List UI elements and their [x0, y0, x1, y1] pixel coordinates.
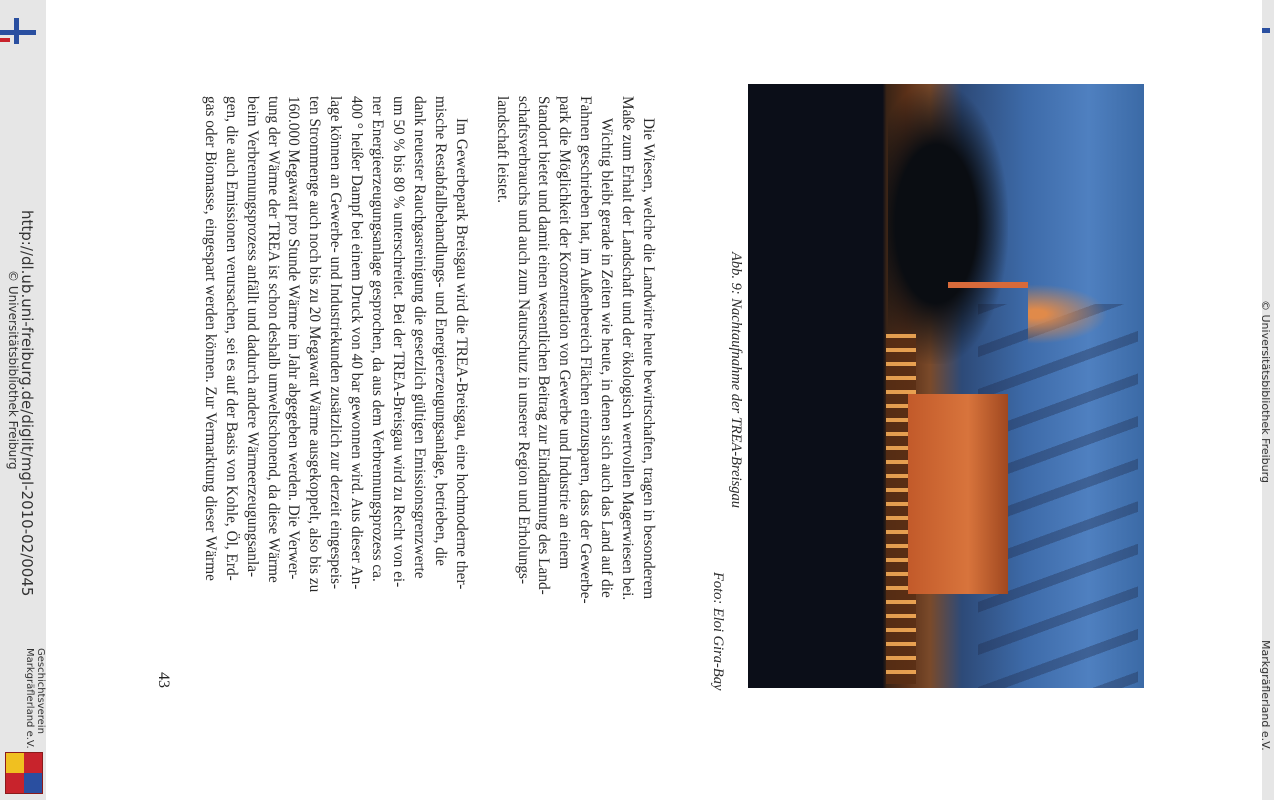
- text-line: Im Gewerbepark Breisgau wird die TREA-Breisgau, eine hochmoderne ther-: [452, 118, 470, 590]
- text-line: ner Energieerzeugungsanlage gesprochen, da aus dem Verbrennungsprozess ca.: [369, 96, 387, 582]
- text-line: lage können an Gewerbe- und Industriekunden zusätzlich zur derzeit eingespeis-: [327, 96, 345, 590]
- text-line: Standort bietet und damit einen wesentlichen Beitrag zur Eindämmung des Land-: [535, 96, 553, 595]
- text-line: gen, die auch Emissionen verursachen, sei es auf der Basis von Kohle, Öl, Erd-: [222, 96, 240, 581]
- figure-caption: Abb. 9: Nachtaufnahme der TREA-Breisgau: [728, 252, 744, 508]
- text-line: gas oder Biomasse, eingespart werden können. Zur Vermarktung dieser Wärme: [201, 96, 219, 581]
- text-line: landschaft leistet.: [493, 96, 511, 204]
- paragraph-2: [199, 96, 471, 604]
- coat-of-arms-icon: [5, 752, 43, 794]
- photo-credit: Foto: Eloi Gira-Bay: [710, 572, 726, 691]
- text-line: Die Wiesen, welche die Landwirte heute bewirtschaften, tragen in besonderem: [640, 118, 657, 600]
- text-line: Maße zum Erhalt der Landschaft und der ökologisch wertvollen Magerwiesen bei.: [619, 96, 637, 601]
- text-line: Wichtig bleibt gerade in Zeiten wie heute, in denen sich auch das Land auf die: [598, 118, 616, 598]
- page-number: 43: [155, 672, 172, 688]
- footer-url[interactable]: http://dl.ub.uni-freiburg.de/diglit/mgl-2010-02/0045: [18, 210, 36, 597]
- right-edge-institution: © Universitätsbibliothek Freiburg: [1259, 300, 1272, 483]
- text-line: dank neuester Rauchgasreinigung die gesetzlich gültigen Emissionsgrenzwerte: [410, 96, 428, 579]
- footer-institution: © Universitätsbibliothek Freiburg: [6, 270, 20, 470]
- text-line: beim Verbrennungsprozess anfällt und dadurch andere Wärmeerzeugungsanla-: [243, 96, 261, 578]
- body-text: [199, 96, 658, 604]
- society-label: [24, 648, 46, 749]
- text-line: Fahnen geschrieben hat, im Außenbereich Flächen einzusparen, dass der Gewerbe-: [577, 96, 595, 604]
- trea-night-photo: [748, 84, 1144, 688]
- society-line-1: Geschichtsverein: [35, 648, 46, 734]
- text-line: park die Möglichkeit der Konzentration von Gewerbe und Industrie an einem: [556, 96, 574, 570]
- society-line-2: Markgräflerland e.V.: [24, 648, 35, 749]
- text-line: 400 ° heißer Dampf bei einem Druck von 40 bar gewonnen wird. Aus dieser An-: [348, 96, 366, 590]
- text-line: tung der Wärme der TREA ist schon deshalb umweltschonend, da diese Wärme: [264, 96, 282, 583]
- text-line: mische Restabfallbehandlungs- und Energieerzeugungsanlage, betrieben, die: [431, 96, 449, 566]
- text-line: um 50 % bis 80 % unterschreitet. Bei der TREA-Breisgau wird zu Recht von ei-: [390, 96, 408, 588]
- paragraph-1: [491, 96, 658, 604]
- right-edge-society: Markgräflerland e.V.: [1259, 640, 1272, 751]
- text-line: ten Strommenge auch noch bis zu 20 Megawatt Wärme ausgekoppelt, also bis zu: [306, 96, 324, 593]
- text-line: schaftsverbrauchs und auch zum Naturschutz in unserer Region und Erholungs-: [514, 96, 532, 585]
- text-line: 160.000 Megawatt pro Stunde Wärme im Jahr abgegeben werden. Die Verwer-: [285, 96, 303, 580]
